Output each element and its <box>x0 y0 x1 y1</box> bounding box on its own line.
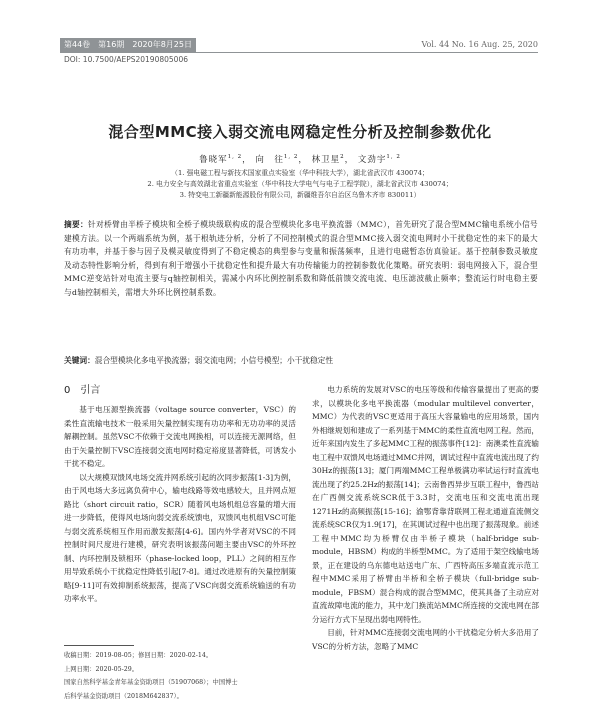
author: 林卫星$^2$ <box>311 154 345 165</box>
affiliations <box>0 168 600 201</box>
keywords-label: 关键词： <box>64 356 95 365</box>
author: 向 往$^{1, 2}$ <box>255 154 299 165</box>
paragraph: 基于电压源型换流器（voltage source converter，VSC）的柔性直流输电技术一般采用矢量控制实现有功功率和无功功率的灵活解耦控制。虽然VSC不依赖于交流电网换相，可以连接无源网络，但由于矢量控制下VSC连接弱交流电网时稳定裕度显著降低，可诱发小干扰不稳定。 <box>64 405 296 468</box>
right-column <box>312 383 539 653</box>
footnote-rule <box>64 645 134 646</box>
paragraph: 以大规模双馈风电场交流并网系统引起的次同步振荡[1-3]为例，由于风电场大多远离负荷中心，输电线路等效电感较大，且并网点短路比（short circuit ratio，SCR）随着风电场机组总容量的增大而进一步降低，使得风电场向弱交流系统馈电，双馈风电机组VSC可能与弱交流系统相互作用而激发振荡[4-6]。国内外学者对VSC的不同控制时间尺度进行建模，研究表明该振荡问题主要由VSC的外环控制、内环控制及锁相环（phase-locked loop，PLL）之间的相互作用导致系统小干扰稳定性降低引起[7-8]。通过改进原有的矢量控制策略[9-11]可有效抑制系统振荡，提高了VSC向弱交流系统输送的有功功率水平。 <box>64 472 296 603</box>
author: 文劲宇$^{1, 2}$ <box>357 154 401 165</box>
header-rule <box>60 52 538 53</box>
footnotes <box>64 649 296 703</box>
doi[interactable]: DOI: 10.7500/AEPS20190805006 <box>64 55 188 64</box>
footnote-line: 后科学基金资助项目（2018M642837）。 <box>64 692 183 700</box>
paragraph: 目前，针对MMC连接弱交流电网的小干扰稳定分析大多沿用了VSC的分析方法，忽略了MMC <box>312 628 539 651</box>
keywords <box>64 354 538 367</box>
journal-issue-english: Vol. 44 No. 16 Aug. 25, 2020 <box>421 40 538 49</box>
affiliation: （1. 强电磁工程与新技术国家重点实验室（华中科技大学），湖北省武汉市 430074； <box>171 169 429 177</box>
paper-title: 混合型MMC接入弱交流电网稳定性分析及控制参数优化 <box>108 123 492 141</box>
journal-issue: 第44卷 第16期 2020年8月25日 <box>64 40 192 49</box>
left-column <box>64 403 296 606</box>
footnote-line: 收稿日期：2019-08-05；修回日期：2020-02-14。 <box>64 652 213 659</box>
abstract-label: 摘要： <box>64 220 89 229</box>
keywords-text: 混合型模块化多电平换流器；弱交流电网；小信号模型；小干扰稳定性 <box>94 356 334 365</box>
paragraph: 电力系统的发展对VSC的电压等级和传输容量提出了更高的要求，以模块化多电平换流器（modular multilevel converter，MMC）为代表的VSC更适用于高压大容量输电的应用场景，国内外相继规划和建成了一系列基于MMC的柔性直流电网工程。然而，近年来国内发生了多起MMC工程的振荡事件[12]：南澳柔性直流输电工程中双馈风电场通过MMC并网，调试过程中直流电流出现了约30Hz的振荡[13]；厦门两端MMC工程单极满功率试运行时直流电流出现了约25.2Hz的振荡[14]；云南鲁西异步互联工程中，鲁西站在广西侧交流系统SCR低于3.3时，交流电压和交流电流出现1271Hz的高频振荡[15-16]；渝鄂背靠背联网工程北通道直流侧交流系统SCR仅为1.9[17]，在其调试过程中也出现了振荡现象。前述工程中MMC均为桥臂仅由半桥子模块（half-bridge sub-module，HBSM）构成的半桥型MMC。为了适用于架空线输电场景，正在建设的乌东德电站送电广东、广西特高压多端直流示范工程中MMC采用了桥臂由半桥和全桥子模块（full-bridge sub-module，FBSM）混合构成的混合型MMC，使其具备了主动应对直流故障电流的能力，其中龙门换流站MMC所连接的交流电网在部分运行方式下呈现出弱电网特性。 <box>312 385 539 624</box>
affiliation: 2. 电力安全与高效湖北省重点实验室（华中科技大学电气与电子工程学院），湖北省武汉市 430074； <box>147 180 453 188</box>
abstract <box>64 218 538 299</box>
affiliation: 3. 特变电工新疆新能源股份有限公司，新疆维吾尔自治区乌鲁木齐市 830011） <box>179 191 421 199</box>
footnote-line: 国家自然科学基金青年基金资助项目（51907068）；中国博士 <box>64 679 238 686</box>
author: 鲁晓军$^{1, 2}$ <box>199 154 243 165</box>
footnote-line: 上网日期：2020-05-29。 <box>64 665 139 673</box>
abstract-text: 针对桥臂由半桥子模块和全桥子模块级联构成的混合型模块化多电平换流器（MMC），首先研究了混合型MMC输电系统小信号建模方法。以一个两端系统为例，基于根轨迹分析，分析了不同控制模式的混合型MMC接入弱交流电网时小干扰稳定性的来下的最大有功功率，并基于参与因子及模灵敏度得到了不稳定模态的典型参与变量和振荡频率，且进行电磁暂态仿真验证。基于控制参数灵敏度及动态特性影响分析，得到有利于增强小干扰稳定性和提升最大有功传输能力的控制参数优化策略。研究表明：弱电网接入下，混合型MMC逆变站针对电流主要与q轴控制相关，需减小内环比例控制系数和降低前馈交流电流、电压滤波截止频率；整流运行时电稳主要与d轴控制相关，需增大外环比例控制系数。 <box>64 220 538 297</box>
author-list: 鲁晓军$^{1, 2}$， 向 往$^{1, 2}$， 林卫星$^2$， 文劲宇$^{1, 2}$ <box>199 154 401 165</box>
section-heading: 0 引言 <box>64 385 101 396</box>
